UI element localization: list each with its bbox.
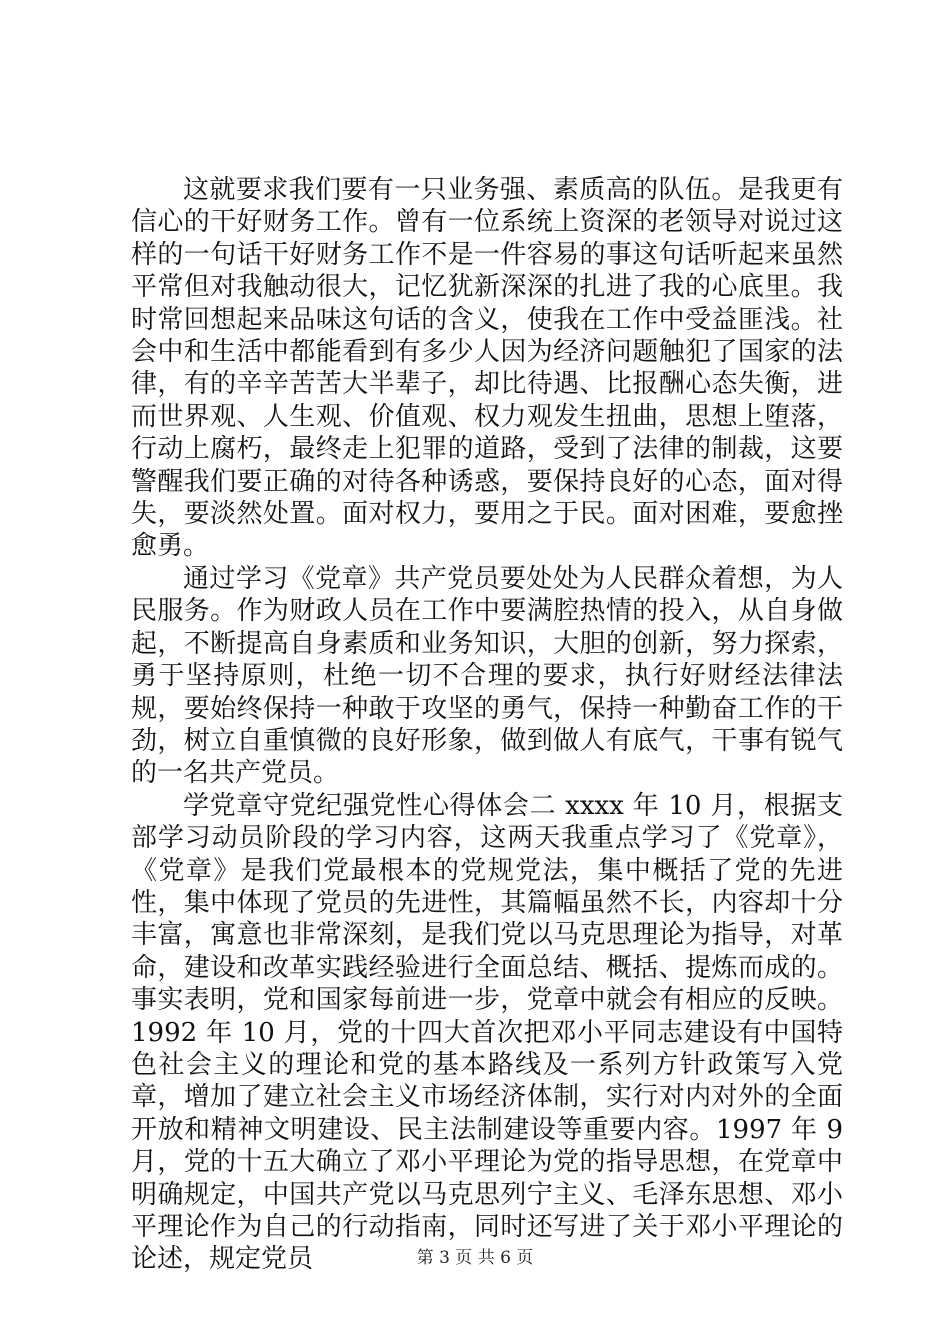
document-body (131, 174, 843, 1276)
paragraph-1: 这就要求我们要有一只业务强、素质高的队伍。是我更有信心的干好财务工作。曾有一位系统上资深的老领导对说过这样的一句话干好财务工作不是一件容易的事这句话听起来虽然平常但对我触动很大，记忆犹新深深的扎进了我的心底里。我时常回想起来品味这句话的含义，使我在工作中受益匪浅。社会中和生活中都能看到有多少人因为经济问题触犯了国家的法律，有的辛辛苦苦大半辈子，却比待遇、比报酬心态失衡，进而世界观、人生观、价值观、权力观发生扭曲，思想上堕落，行动上腐朽，最终走上犯罪的道路，受到了法律的制裁，这要警醒我们要正确的对待各种诱惑，要保持良好的心态，面对得失，要淡然处置。面对权力，要用之于民。面对困难，要愈挫愈勇。 (131, 175, 843, 562)
page-footer: 第 3 页 共 6 页 (416, 1248, 534, 1268)
paragraph-2: 通过学习《党章》共产党员要处处为人民群众着想，为人民服务。作为财政人员在工作中要满腔热情的投入，从自身做起，不断提高自身素质和业务知识，大胆的创新，努力探索，勇于坚持原则，杜绝一切不合理的要求，执行好财经法律法规，要始终保持一种敢于攻坚的勇气，保持一种勤奋工作的干劲，树立自重慎微的良好形象，做到做人有底气，干事有锐气的一名共产党员。 (131, 563, 843, 789)
paragraph-3: 学党章守党纪强党性心得体会二 xxxx 年 10 月，根据支部学习动员阶段的学习内容，这两天我重点学习了《党章》，《党章》是我们党最根本的党规党法，集中概括了党的先进性，集中体现了党员的先进性，其篇幅虽然不长，内容却十分丰富，寓意也非常深刻，是我们党以马克思理论为指导，对革命，建设和改革实践经验进行全面总结、概括、提炼而成的。事实表明，党和国家每前进一步，党章中就会有相应的反映。1992 年 10 月，党的十四大首次把邓小平同志建设有中国特色社会主义的理论和党的基本路线及一系列方针政策写入党章，增加了建立社会主义市场经济体制，实行对内对外的全面开放和精神文明建设、民主法制建设等重要内容。1997 年 9 月，党的十五大确立了邓小平理论为党的指导思想，在党章中明确规定，中国共产党以马克思列宁主义、毛泽东思想、邓小平理论作为自己的行动指南，同时还写进了关于邓小平理论的论述，规定党员 (131, 790, 843, 1275)
